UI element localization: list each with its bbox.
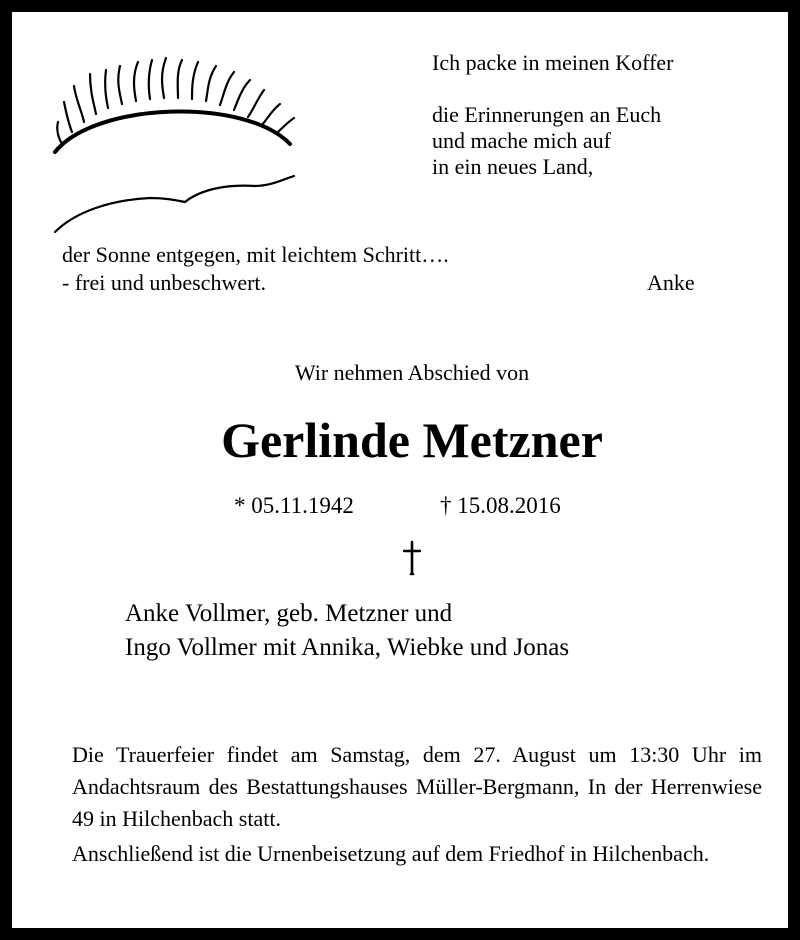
poem-bottom-lines (62, 241, 449, 297)
poem-right-column (432, 50, 673, 180)
service-details (72, 739, 762, 870)
mourners-line: Ingo Vollmer mit Annika, Wiebke und Jonas (125, 634, 570, 661)
sun-over-hills-icon (50, 52, 300, 237)
death-date: † 15.08.2016 (440, 493, 561, 518)
poem-line: der Sonne entgegen, mit leichtem Schritt…. (62, 242, 449, 267)
service-paragraph: Die Trauerfeier findet am Samstag, dem 27. August um 13:30 Uhr im Andachtsraum des Bestattungshauses Müller-Bergmann, In der Herrenwiese 49 in Hilchenbach statt. (72, 742, 762, 831)
poem-line: und mache mich auf (432, 128, 611, 153)
service-paragraph: Anschließend ist die Urnenbeisetzung auf dem Friedhof in Hilchenbach. (72, 841, 710, 866)
mourners-line: Anke Vollmer, geb. Metzner und (125, 600, 453, 627)
poem-signature: Anke (647, 270, 695, 295)
poem-line: in ein neues Land, (432, 154, 594, 179)
mourners (125, 597, 569, 665)
deceased-name: Gerlinde Metzner (221, 412, 603, 468)
farewell-intro: Wir nehmen Abschied von (294, 360, 530, 385)
poem-line: die Erinnerungen an Euch (432, 102, 662, 127)
poem-line: - frei und unbeschwert. (62, 270, 267, 295)
poem-line: Ich packe in meinen Koffer (432, 50, 674, 75)
birth-date: * 05.11.1942 (234, 493, 354, 518)
cross-icon (399, 540, 425, 576)
